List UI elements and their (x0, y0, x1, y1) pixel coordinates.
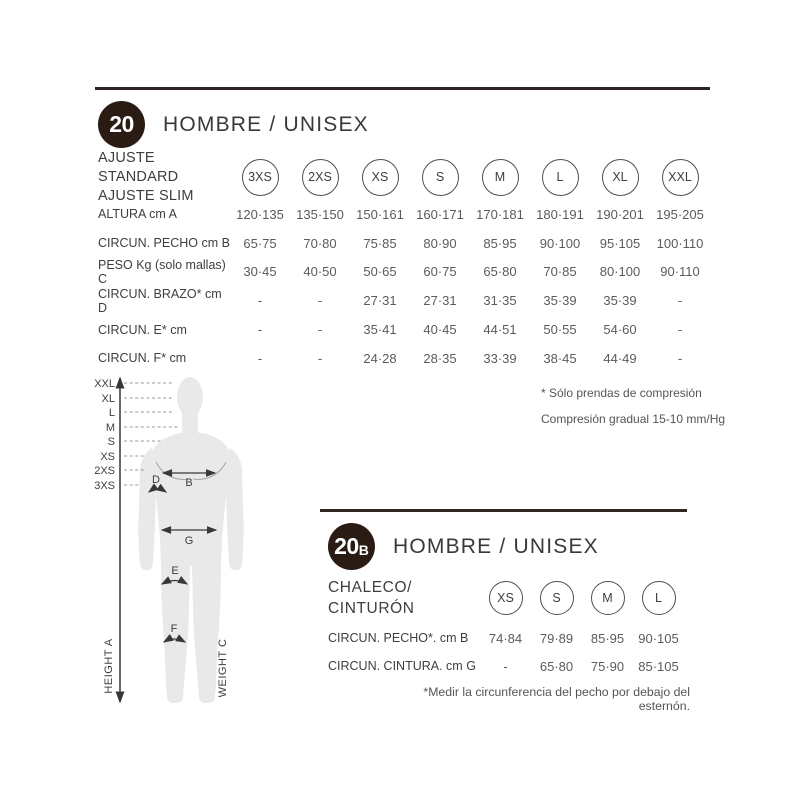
weight-axis-label: WEIGHT C (217, 638, 229, 698)
section-20-title: HOMBRE / UNISEX (163, 112, 369, 136)
cell-value: 65·80 (539, 658, 574, 674)
body-measurement-diagram (88, 366, 288, 716)
cell-value: 35·41 (363, 322, 397, 338)
cell-value: - (257, 322, 263, 338)
cell-value: 44·49 (603, 350, 637, 366)
chaleco-label: CHALECO/ (328, 579, 413, 596)
axis-label-xl: XL (101, 393, 115, 405)
section-20b-badge (328, 523, 375, 570)
cell-value: - (677, 293, 683, 309)
cinturon-label: CINTURÓN (328, 600, 415, 617)
cell-value: 85·95 (590, 630, 625, 646)
section-20b-header (328, 523, 599, 570)
cell-value: - (257, 293, 263, 309)
axis-label-2xs: 2XS (94, 465, 115, 477)
size-circle-xs: XS (489, 581, 523, 615)
cell-value: 65·80 (483, 264, 517, 280)
cell-value: 40·50 (303, 264, 337, 280)
cell-value: 65·75 (243, 235, 277, 251)
section-20b-title: HOMBRE / UNISEX (393, 534, 599, 558)
fit-label (98, 149, 230, 206)
size-header-row (98, 149, 714, 204)
cell-value: - (677, 322, 683, 338)
compression-notes (541, 380, 725, 432)
cell-value: 100·110 (656, 235, 704, 251)
cell-value: 170·181 (476, 206, 524, 222)
cell-value: - (677, 350, 683, 366)
size-table-20b (328, 572, 690, 680)
table-row-cintura-20b (328, 652, 690, 680)
cell-value: 195·205 (656, 206, 704, 222)
axis-label-l: L (108, 407, 115, 419)
cell-value: 27·31 (423, 293, 457, 309)
table-row-circun-e (98, 315, 714, 344)
table-row-pecho (98, 229, 714, 258)
axis-label-xxl: XXL (94, 378, 115, 390)
size-circle-xl: XL (602, 159, 639, 196)
badge-number: 20 (109, 111, 134, 137)
cell-value: 190·201 (596, 206, 644, 222)
row-label: CIRCUN. F* cm (98, 351, 187, 366)
cell-value: - (257, 350, 263, 366)
size-circle-m: M (482, 159, 519, 196)
cell-value: 180·191 (536, 206, 584, 222)
size-circle-2xs: 2XS (302, 159, 339, 196)
note-gradual-compression: Compresión gradual 15-10 mm/Hg (541, 412, 726, 426)
row-label: CIRCUN. PECHO cm B (98, 236, 230, 251)
cell-value: 33·39 (483, 350, 517, 366)
size-circle-xs: XS (362, 159, 399, 196)
section-20b-divider (320, 509, 687, 512)
size-table-20 (98, 149, 714, 373)
table-row-peso (98, 258, 714, 287)
cell-value: 70·80 (303, 235, 337, 251)
axis-label-m: M (105, 422, 115, 434)
row-label: PESO Kg (solo mallas) C (98, 257, 226, 286)
badge-number: 20 (334, 533, 359, 559)
top-divider (95, 87, 710, 90)
cell-value: 28·35 (423, 350, 457, 366)
cell-value: 70·85 (543, 264, 577, 280)
cell-value: 75·90 (590, 658, 625, 674)
cell-value: 50·65 (363, 264, 397, 280)
size-circle-s: S (422, 159, 459, 196)
row-label: ALTURA cm A (98, 207, 177, 222)
cell-value: - (317, 350, 323, 366)
cell-value: 31·35 (483, 293, 517, 309)
size-circle-3xs: 3XS (242, 159, 279, 196)
cell-value: 85·95 (483, 235, 517, 251)
cell-value: 79·89 (539, 630, 574, 646)
cell-value: 50·55 (543, 322, 577, 338)
size-circle-xxl: XXL (662, 159, 699, 196)
cell-value: 135·150 (296, 206, 344, 222)
section-20-badge (98, 101, 145, 148)
section-20-header (98, 101, 369, 148)
cell-value: 24·28 (363, 350, 397, 366)
cell-value: 85·105 (638, 658, 679, 674)
sternum-measure-note: *Medir la circunferencia del pecho por debajo del esternón. (423, 685, 690, 713)
height-axis-label: HEIGHT A (103, 638, 115, 694)
cell-value: 80·90 (423, 235, 457, 251)
row-label: CIRCUN. BRAZO* cm D (98, 286, 222, 315)
axis-label-3xs: 3XS (94, 480, 115, 492)
cell-value: 40·45 (423, 322, 457, 338)
measure-letter-d: D (152, 474, 160, 486)
size-circle-l: L (542, 159, 579, 196)
size-circle-s: S (540, 581, 574, 615)
cell-value: 27·31 (363, 293, 397, 309)
measure-letter-g: G (184, 535, 194, 547)
cell-value: 75·85 (363, 235, 397, 251)
cell-value: 90·110 (660, 264, 700, 280)
cell-value: - (317, 322, 323, 338)
size-circle-m: M (591, 581, 625, 615)
cell-value: 150·161 (356, 206, 404, 222)
cell-value: 90·105 (638, 630, 679, 646)
measure-letter-e: E (171, 565, 179, 577)
cell-value: - (317, 293, 323, 309)
measure-letter-b: B (185, 477, 193, 489)
size-header-row (328, 572, 690, 624)
cell-value: 44·51 (483, 322, 517, 338)
table-row-brazo (98, 286, 714, 315)
cell-value: 95·105 (599, 235, 641, 251)
note-compression-only: * Sólo prendas de compresión (541, 386, 702, 400)
row-label: CIRCUN. PECHO*. cm B (328, 631, 469, 645)
cell-value: 35·39 (543, 293, 577, 309)
category-label (328, 577, 480, 619)
fit-slim-label: AJUSTE SLIM (98, 187, 194, 204)
cell-value: 30·45 (243, 264, 277, 280)
table-row-pecho-20b (328, 624, 690, 652)
cell-value: 60·75 (423, 264, 457, 280)
fit-standard-label: AJUSTE STANDARD (98, 149, 179, 185)
cell-value: 120·135 (236, 206, 284, 222)
cell-value: 90·100 (539, 235, 581, 251)
cell-value: 80·100 (599, 264, 641, 280)
size-circle-l: L (642, 581, 676, 615)
cell-value: 38·45 (543, 350, 577, 366)
cell-value: 35·39 (603, 293, 637, 309)
measure-letter-f: F (170, 623, 178, 635)
axis-label-s: S (107, 436, 115, 448)
cell-value: 54·60 (603, 322, 637, 338)
cell-value: 74·84 (488, 630, 523, 646)
row-label: CIRCUN. E* cm (98, 322, 187, 337)
badge-suffix: B (358, 541, 369, 558)
row-label: CIRCUN. CINTURA. cm G (328, 659, 476, 673)
axis-label-xs: XS (100, 451, 115, 463)
cell-value: - (503, 658, 508, 674)
cell-value: 160·171 (416, 206, 464, 222)
